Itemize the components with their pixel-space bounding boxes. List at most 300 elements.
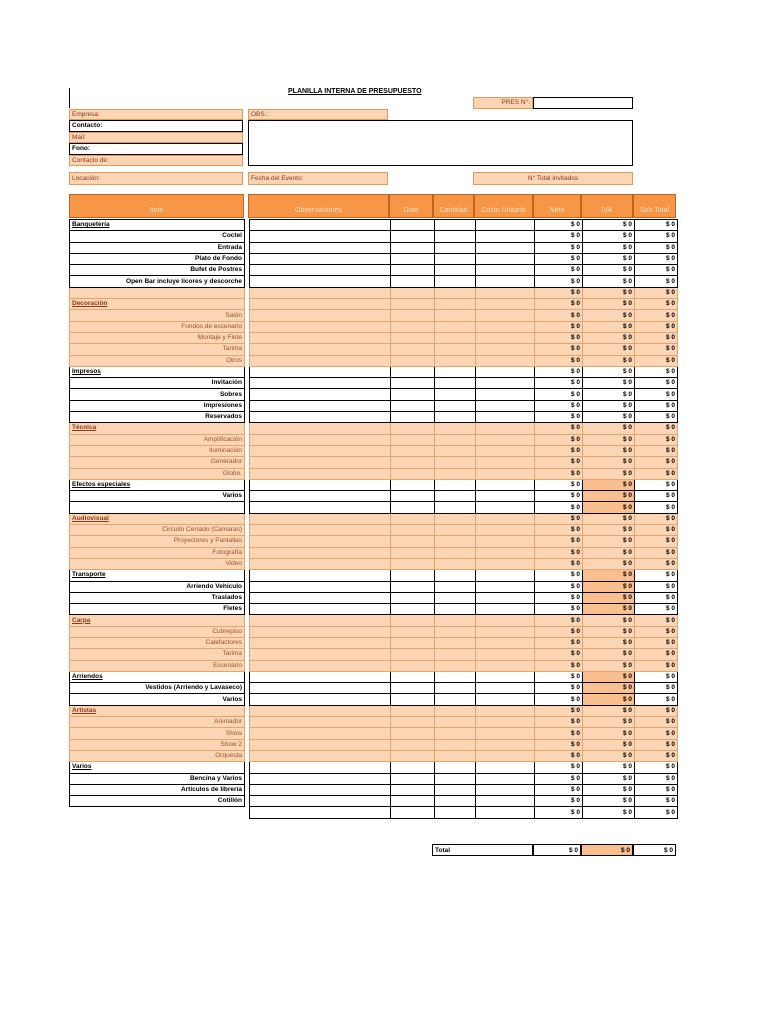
cantidad-cell[interactable]	[435, 558, 476, 569]
neto-cell: $ 0	[535, 807, 583, 818]
dias-cell[interactable]	[391, 739, 435, 750]
dias-cell[interactable]	[391, 660, 435, 671]
observaciones-cell[interactable]	[250, 536, 391, 547]
costo-unitario-cell[interactable]	[476, 671, 535, 682]
dias-cell[interactable]	[391, 220, 435, 231]
dias-cell[interactable]	[391, 389, 435, 400]
table-row	[70, 287, 678, 298]
obs-textarea[interactable]	[248, 120, 633, 166]
observaciones-cell[interactable]	[250, 389, 391, 400]
costo-unitario-cell[interactable]	[476, 355, 535, 366]
observaciones-cell[interactable]	[250, 276, 391, 287]
costo-unitario-cell[interactable]	[476, 276, 535, 287]
costo-unitario-cell[interactable]	[476, 525, 535, 536]
costo-unitario-cell[interactable]	[476, 389, 535, 400]
observaciones-cell[interactable]	[250, 558, 391, 569]
locacion-field[interactable]: Locación:	[69, 172, 243, 185]
observaciones-cell[interactable]	[250, 299, 391, 310]
cantidad-cell[interactable]	[435, 445, 476, 456]
observaciones-cell[interactable]	[250, 525, 391, 536]
dias-cell[interactable]	[391, 265, 435, 276]
dias-cell[interactable]	[391, 728, 435, 739]
dias-cell[interactable]	[391, 615, 435, 626]
cantidad-cell[interactable]	[435, 683, 476, 694]
dias-cell[interactable]	[391, 445, 435, 456]
cantidad-cell[interactable]	[435, 479, 476, 490]
dias-cell[interactable]	[391, 796, 435, 807]
cantidad-cell[interactable]	[435, 592, 476, 603]
dias-cell[interactable]	[391, 434, 435, 445]
neto-cell: $ 0	[535, 660, 583, 671]
cantidad-cell[interactable]	[435, 276, 476, 287]
dias-cell[interactable]	[391, 525, 435, 536]
cantidad-cell[interactable]	[435, 332, 476, 343]
subtotal-cell: $ 0	[635, 502, 678, 513]
costo-unitario-cell[interactable]	[476, 434, 535, 445]
costo-unitario-cell[interactable]	[476, 773, 535, 784]
cantidad-cell[interactable]	[435, 604, 476, 615]
costo-unitario-cell[interactable]	[476, 378, 535, 389]
neto-cell: $ 0	[535, 502, 583, 513]
observaciones-cell[interactable]	[250, 491, 391, 502]
table-row	[70, 366, 678, 377]
neto-cell: $ 0	[535, 412, 583, 423]
dias-cell[interactable]	[391, 332, 435, 343]
cantidad-cell[interactable]	[435, 412, 476, 423]
total-invitados-field[interactable]: N° Total invitados	[473, 172, 633, 185]
costo-unitario-cell[interactable]	[476, 287, 535, 298]
item-label: Open Bar incluye licores y descorche	[70, 276, 245, 287]
costo-unitario-cell[interactable]	[476, 513, 535, 524]
costo-unitario-cell[interactable]	[476, 694, 535, 705]
cantidad-cell[interactable]	[435, 457, 476, 468]
neto-cell: $ 0	[535, 332, 583, 343]
observaciones-cell[interactable]	[250, 807, 391, 818]
subtotal-cell: $ 0	[635, 242, 678, 253]
section-title: Audiovisual	[70, 513, 245, 524]
dias-cell[interactable]	[391, 468, 435, 479]
observaciones-cell[interactable]	[250, 355, 391, 366]
cantidad-cell[interactable]	[435, 525, 476, 536]
cantidad-cell[interactable]	[435, 502, 476, 513]
observaciones-cell[interactable]	[250, 649, 391, 660]
observaciones-cell[interactable]	[250, 287, 391, 298]
costo-unitario-cell[interactable]	[476, 479, 535, 490]
item-label: Sobres	[70, 389, 245, 400]
dias-cell[interactable]	[391, 287, 435, 298]
table-row	[70, 604, 678, 615]
dias-cell[interactable]	[391, 423, 435, 434]
subtotal-cell: $ 0	[635, 728, 678, 739]
dias-cell[interactable]	[391, 570, 435, 581]
iva-cell: $ 0	[583, 276, 635, 287]
neto-cell: $ 0	[535, 739, 583, 750]
cantidad-cell[interactable]	[435, 626, 476, 637]
cantidad-cell[interactable]	[435, 739, 476, 750]
cantidad-cell[interactable]	[435, 784, 476, 795]
costo-unitario-cell[interactable]	[476, 547, 535, 558]
observaciones-cell[interactable]	[250, 547, 391, 558]
cantidad-cell[interactable]	[435, 807, 476, 818]
cantidad-cell[interactable]	[435, 796, 476, 807]
cantidad-cell[interactable]	[435, 231, 476, 242]
costo-unitario-cell[interactable]	[476, 637, 535, 648]
dias-cell[interactable]	[391, 231, 435, 242]
left-border-line	[69, 88, 70, 108]
dias-cell[interactable]	[391, 773, 435, 784]
costo-unitario-cell[interactable]	[476, 332, 535, 343]
subtotal-cell: $ 0	[635, 299, 678, 310]
neto-cell: $ 0	[535, 728, 583, 739]
dias-cell[interactable]	[391, 502, 435, 513]
cantidad-cell[interactable]	[435, 491, 476, 502]
table-row	[70, 423, 678, 434]
iva-cell: $ 0	[583, 366, 635, 377]
costo-unitario-cell[interactable]	[476, 299, 535, 310]
table-row	[70, 547, 678, 558]
observaciones-cell[interactable]	[250, 592, 391, 603]
dias-cell[interactable]	[391, 683, 435, 694]
cantidad-cell[interactable]	[435, 265, 476, 276]
contacto-field[interactable]: Contacto:	[69, 120, 243, 132]
costo-unitario-cell[interactable]	[476, 423, 535, 434]
cantidad-cell[interactable]	[435, 728, 476, 739]
cantidad-cell[interactable]	[435, 299, 476, 310]
dias-cell[interactable]	[391, 592, 435, 603]
header-neto: Neto	[533, 194, 581, 218]
cantidad-cell[interactable]	[435, 434, 476, 445]
cantidad-cell[interactable]	[435, 762, 476, 773]
costo-unitario-cell[interactable]	[476, 242, 535, 253]
costo-unitario-cell[interactable]	[476, 762, 535, 773]
cantidad-cell[interactable]	[435, 468, 476, 479]
item-label: Iluminación	[70, 445, 245, 456]
table-row	[70, 637, 678, 648]
cantidad-cell[interactable]	[435, 705, 476, 716]
costo-unitario-cell[interactable]	[476, 457, 535, 468]
observaciones-cell[interactable]	[250, 626, 391, 637]
cantidad-cell[interactable]	[435, 253, 476, 264]
dias-cell[interactable]	[391, 344, 435, 355]
dias-cell[interactable]	[391, 513, 435, 524]
dias-cell[interactable]	[391, 604, 435, 615]
observaciones-cell[interactable]	[250, 445, 391, 456]
cantidad-cell[interactable]	[435, 750, 476, 761]
observaciones-cell[interactable]	[250, 570, 391, 581]
dias-cell[interactable]	[391, 649, 435, 660]
cantidad-cell[interactable]	[435, 242, 476, 253]
dias-cell[interactable]	[391, 547, 435, 558]
dias-cell[interactable]	[391, 637, 435, 648]
iva-cell: $ 0	[583, 513, 635, 524]
iva-cell: $ 0	[583, 468, 635, 479]
dias-cell[interactable]	[391, 536, 435, 547]
item-label: Fletes	[70, 604, 245, 615]
observaciones-cell[interactable]	[250, 321, 391, 332]
cantidad-cell[interactable]	[435, 344, 476, 355]
cantidad-cell[interactable]	[435, 513, 476, 524]
subtotal-cell: $ 0	[635, 536, 678, 547]
empresa-field[interactable]: Empresa:	[69, 109, 243, 120]
dias-cell[interactable]	[391, 400, 435, 411]
observaciones-cell[interactable]	[250, 310, 391, 321]
observaciones-cell[interactable]	[250, 762, 391, 773]
cantidad-cell[interactable]	[435, 389, 476, 400]
observaciones-cell[interactable]	[250, 671, 391, 682]
observaciones-cell[interactable]	[250, 660, 391, 671]
costo-unitario-cell[interactable]	[476, 400, 535, 411]
costo-unitario-cell[interactable]	[476, 220, 535, 231]
subtotal-cell: $ 0	[635, 683, 678, 694]
cantidad-cell[interactable]	[435, 671, 476, 682]
cantidad-cell[interactable]	[435, 581, 476, 592]
observaciones-cell[interactable]	[250, 479, 391, 490]
costo-unitario-cell[interactable]	[476, 570, 535, 581]
costo-unitario-cell[interactable]	[476, 683, 535, 694]
subtotal-cell: $ 0	[635, 491, 678, 502]
observaciones-cell[interactable]	[250, 694, 391, 705]
costo-unitario-cell[interactable]	[476, 491, 535, 502]
costo-unitario-cell[interactable]	[476, 366, 535, 377]
observaciones-cell[interactable]	[250, 220, 391, 231]
neto-cell: $ 0	[535, 683, 583, 694]
observaciones-cell[interactable]	[250, 265, 391, 276]
subtotal-cell: $ 0	[635, 637, 678, 648]
costo-unitario-cell[interactable]	[476, 807, 535, 818]
observaciones-cell[interactable]	[250, 637, 391, 648]
neto-cell: $ 0	[535, 705, 583, 716]
observaciones-cell[interactable]	[250, 728, 391, 739]
subtotal-cell: $ 0	[635, 581, 678, 592]
table-row	[70, 705, 678, 716]
costo-unitario-cell[interactable]	[476, 558, 535, 569]
dias-cell[interactable]	[391, 491, 435, 502]
observaciones-cell[interactable]	[250, 773, 391, 784]
table-row	[70, 445, 678, 456]
header-observaciones: Observaciones	[248, 194, 389, 218]
dias-cell[interactable]	[391, 378, 435, 389]
dias-cell[interactable]	[391, 694, 435, 705]
cantidad-cell[interactable]	[435, 637, 476, 648]
section-title: Carpa	[70, 615, 245, 626]
item-label: Plato de Fondo	[70, 253, 245, 264]
observaciones-cell[interactable]	[250, 231, 391, 242]
costo-unitario-cell[interactable]	[476, 649, 535, 660]
total-iva: $ 0	[581, 844, 633, 856]
neto-cell: $ 0	[535, 717, 583, 728]
observaciones-cell[interactable]	[250, 378, 391, 389]
observaciones-cell[interactable]	[250, 750, 391, 761]
table-row	[70, 683, 678, 694]
costo-unitario-cell[interactable]	[476, 502, 535, 513]
observaciones-cell[interactable]	[250, 581, 391, 592]
item-label: Escenario	[70, 660, 245, 671]
table-row	[70, 412, 678, 423]
dias-cell[interactable]	[391, 626, 435, 637]
costo-unitario-cell[interactable]	[476, 468, 535, 479]
costo-unitario-cell[interactable]	[476, 705, 535, 716]
table-row	[70, 558, 678, 569]
costo-unitario-cell[interactable]	[476, 728, 535, 739]
costo-unitario-cell[interactable]	[476, 750, 535, 761]
costo-unitario-cell[interactable]	[476, 536, 535, 547]
subtotal-cell: $ 0	[635, 558, 678, 569]
item-label: Tarima	[70, 649, 245, 660]
dias-cell[interactable]	[391, 762, 435, 773]
cantidad-cell[interactable]	[435, 717, 476, 728]
cantidad-cell[interactable]	[435, 694, 476, 705]
observaciones-cell[interactable]	[250, 784, 391, 795]
observaciones-cell[interactable]	[250, 796, 391, 807]
cantidad-cell[interactable]	[435, 423, 476, 434]
dias-cell[interactable]	[391, 558, 435, 569]
observaciones-cell[interactable]	[250, 242, 391, 253]
costo-unitario-cell[interactable]	[476, 310, 535, 321]
iva-cell: $ 0	[583, 649, 635, 660]
cantidad-cell[interactable]	[435, 287, 476, 298]
cantidad-cell[interactable]	[435, 773, 476, 784]
observaciones-cell[interactable]	[250, 604, 391, 615]
costo-unitario-cell[interactable]	[476, 412, 535, 423]
costo-unitario-cell[interactable]	[476, 265, 535, 276]
dias-cell[interactable]	[391, 479, 435, 490]
cantidad-cell[interactable]	[435, 649, 476, 660]
costo-unitario-cell[interactable]	[476, 717, 535, 728]
dias-cell[interactable]	[391, 412, 435, 423]
header-dias: Días	[389, 194, 433, 218]
dias-cell[interactable]	[391, 807, 435, 818]
dias-cell[interactable]	[391, 717, 435, 728]
table-row	[70, 344, 678, 355]
costo-unitario-cell[interactable]	[476, 445, 535, 456]
costo-unitario-cell[interactable]	[476, 660, 535, 671]
costo-unitario-cell[interactable]	[476, 615, 535, 626]
table-row	[70, 694, 678, 705]
observaciones-cell[interactable]	[250, 253, 391, 264]
dias-cell[interactable]	[391, 750, 435, 761]
cantidad-cell[interactable]	[435, 615, 476, 626]
neto-cell: $ 0	[535, 479, 583, 490]
dias-cell[interactable]	[391, 784, 435, 795]
cantidad-cell[interactable]	[435, 220, 476, 231]
observaciones-cell[interactable]	[250, 615, 391, 626]
header-iva: IVA	[581, 194, 633, 218]
table-row	[70, 762, 678, 773]
budget-table	[69, 219, 678, 819]
mail-field[interactable]: Mail:	[69, 132, 243, 143]
iva-cell: $ 0	[583, 457, 635, 468]
observaciones-cell[interactable]	[250, 366, 391, 377]
dias-cell[interactable]	[391, 321, 435, 332]
observaciones-cell[interactable]	[250, 502, 391, 513]
iva-cell: $ 0	[583, 220, 635, 231]
dias-cell[interactable]	[391, 355, 435, 366]
neto-cell: $ 0	[535, 457, 583, 468]
item-label	[70, 502, 245, 513]
dias-cell[interactable]	[391, 276, 435, 287]
cantidad-cell[interactable]	[435, 355, 476, 366]
observaciones-cell[interactable]	[250, 332, 391, 343]
cantidad-cell[interactable]	[435, 366, 476, 377]
costo-unitario-cell[interactable]	[476, 626, 535, 637]
costo-unitario-cell[interactable]	[476, 592, 535, 603]
neto-cell: $ 0	[535, 321, 583, 332]
pres-number-field[interactable]	[533, 97, 633, 109]
cantidad-cell[interactable]	[435, 310, 476, 321]
dias-cell[interactable]	[391, 581, 435, 592]
contacto-de-field[interactable]: Contacto de:	[69, 155, 243, 166]
costo-unitario-cell[interactable]	[476, 739, 535, 750]
fono-field[interactable]: Fono:	[69, 143, 243, 155]
neto-cell: $ 0	[535, 558, 583, 569]
cantidad-cell[interactable]	[435, 536, 476, 547]
costo-unitario-cell[interactable]	[476, 321, 535, 332]
dias-cell[interactable]	[391, 366, 435, 377]
subtotal-cell: $ 0	[635, 389, 678, 400]
iva-cell: $ 0	[583, 389, 635, 400]
costo-unitario-cell[interactable]	[476, 581, 535, 592]
observaciones-cell[interactable]	[250, 683, 391, 694]
dias-cell[interactable]	[391, 242, 435, 253]
dias-cell[interactable]	[391, 457, 435, 468]
costo-unitario-cell[interactable]	[476, 796, 535, 807]
observaciones-cell[interactable]	[250, 717, 391, 728]
observaciones-cell[interactable]	[250, 468, 391, 479]
observaciones-cell[interactable]	[250, 412, 391, 423]
dias-cell[interactable]	[391, 705, 435, 716]
dias-cell[interactable]	[391, 310, 435, 321]
observaciones-cell[interactable]	[250, 705, 391, 716]
item-label: Globo.	[70, 468, 245, 479]
subtotal-cell: $ 0	[635, 253, 678, 264]
costo-unitario-cell[interactable]	[476, 253, 535, 264]
neto-cell: $ 0	[535, 287, 583, 298]
iva-cell: $ 0	[583, 671, 635, 682]
observaciones-cell[interactable]	[250, 344, 391, 355]
observaciones-cell[interactable]	[250, 739, 391, 750]
cantidad-cell[interactable]	[435, 547, 476, 558]
costo-unitario-cell[interactable]	[476, 784, 535, 795]
subtotal-cell: $ 0	[635, 231, 678, 242]
dias-cell[interactable]	[391, 671, 435, 682]
cantidad-cell[interactable]	[435, 660, 476, 671]
cantidad-cell[interactable]	[435, 378, 476, 389]
header-cantidad: Cantidad	[433, 194, 474, 218]
costo-unitario-cell[interactable]	[476, 231, 535, 242]
fecha-evento-field[interactable]: Fecha del Evento:	[248, 172, 388, 185]
item-label: Fotografía	[70, 547, 245, 558]
costo-unitario-cell[interactable]	[476, 344, 535, 355]
dias-cell[interactable]	[391, 299, 435, 310]
dias-cell[interactable]	[391, 253, 435, 264]
observaciones-cell[interactable]	[250, 513, 391, 524]
observaciones-cell[interactable]	[250, 457, 391, 468]
costo-unitario-cell[interactable]	[476, 604, 535, 615]
observaciones-cell[interactable]	[250, 434, 391, 445]
cantidad-cell[interactable]	[435, 570, 476, 581]
cantidad-cell[interactable]	[435, 400, 476, 411]
observaciones-cell[interactable]	[250, 423, 391, 434]
iva-cell: $ 0	[583, 728, 635, 739]
iva-cell: $ 0	[583, 660, 635, 671]
table-row	[70, 728, 678, 739]
cantidad-cell[interactable]	[435, 321, 476, 332]
neto-cell: $ 0	[535, 400, 583, 411]
observaciones-cell[interactable]	[250, 400, 391, 411]
item-label: Orquesta	[70, 750, 245, 761]
table-row	[70, 389, 678, 400]
table-row	[70, 220, 678, 231]
